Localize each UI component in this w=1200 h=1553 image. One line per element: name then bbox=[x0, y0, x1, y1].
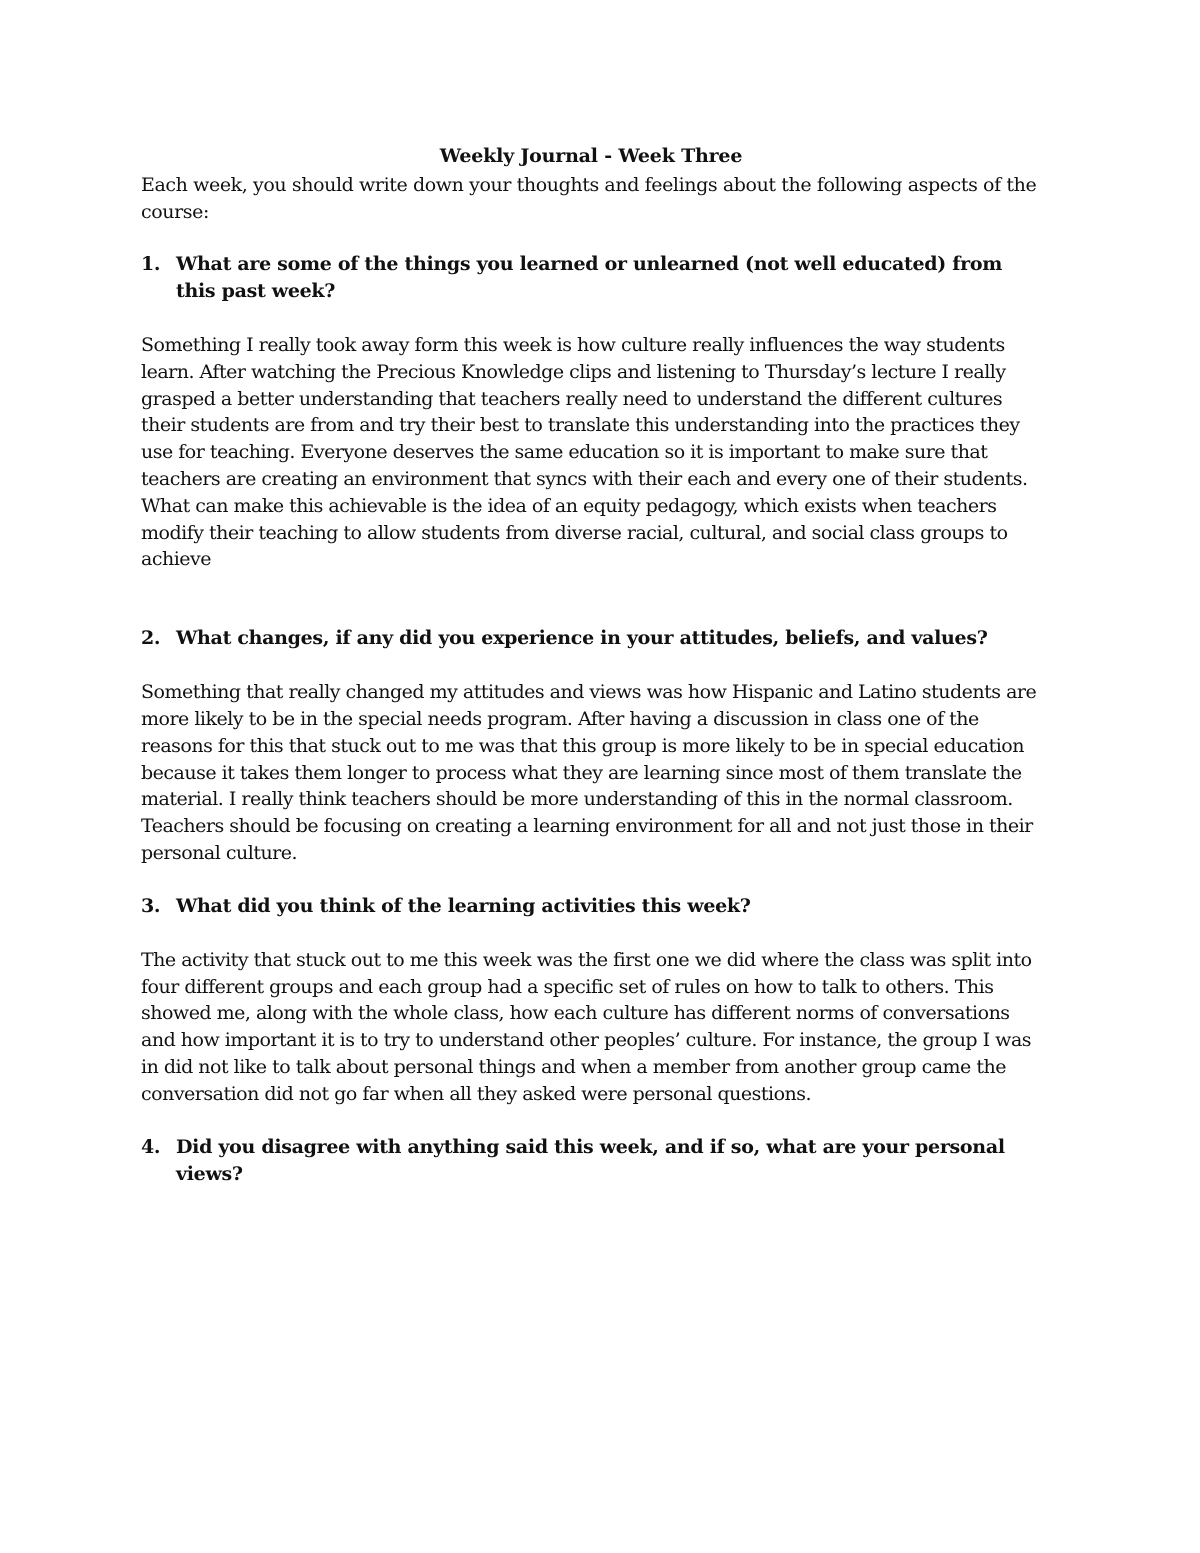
question-number: 3. bbox=[141, 894, 161, 917]
intro-text: Each week, you should write down your thoughts and feelings about the following aspects of the course: bbox=[141, 174, 1037, 223]
question-3 bbox=[141, 893, 1041, 920]
answer-3: The activity that stuck out to me this week was the first one we did where the class was split into four different groups and each group had a specific set of rules on how to talk to others. This showed me, along with the whole class, how each culture has different norms of conversations and how important it is to try to understand other peoples’ culture. For instance, the group I was in did not like to talk about personal things and when a member from another group came the conversation did not go far when all they asked were personal questions. bbox=[141, 948, 1032, 1105]
question-1 bbox=[141, 251, 1041, 305]
question-text: Did you disagree with anything said this week, and if so, what are your personal views? bbox=[176, 1135, 1005, 1185]
document-page bbox=[141, 140, 1041, 1188]
question-text: What did you think of the learning activities this week? bbox=[176, 894, 751, 917]
question-number: 2. bbox=[141, 627, 161, 650]
answer-2: Something that really changed my attitudes and views was how Hispanic and Latino students are more likely to be in the special needs program. After having a discussion in class one of the reasons for this that stuck out to me was that this group is more likely to be in special education because it takes them longer to process what they are learning since most of them translate the material. I really think teachers should be more understanding of this in the normal classroom. Teachers should be focusing on creating a learning environment for all and not just those in their personal culture. bbox=[141, 681, 1037, 864]
question-text: What are some of the things you learned or unlearned (not well educated) from this past week? bbox=[176, 253, 1003, 302]
question-number: 4. bbox=[141, 1135, 161, 1158]
document-title: Weekly Journal - Week Three bbox=[439, 145, 743, 167]
question-text: What changes, if any did you experience in your attitudes, beliefs, and values? bbox=[176, 627, 988, 650]
question-2 bbox=[141, 625, 1041, 652]
question-4 bbox=[141, 1134, 1041, 1188]
question-number: 1. bbox=[141, 253, 161, 275]
answer-1: Something I really took away form this week is how culture really influences the way students learn. After watching the Precious Knowledge clips and listening to Thursday’s lecture I really grasped a better understanding that teachers really need to understand the different cultures their students are from and try their best to translate this understanding into the practices they use for teaching. Everyone deserves the same education so it is important to make sure that teachers are creating an environment that syncs with their each and every one of their students. What can make this achievable is the idea of an equity pedagogy, which exists when teachers modify their teaching to allow students from diverse racial, cultural, and social class groups to achieve bbox=[141, 334, 1028, 571]
